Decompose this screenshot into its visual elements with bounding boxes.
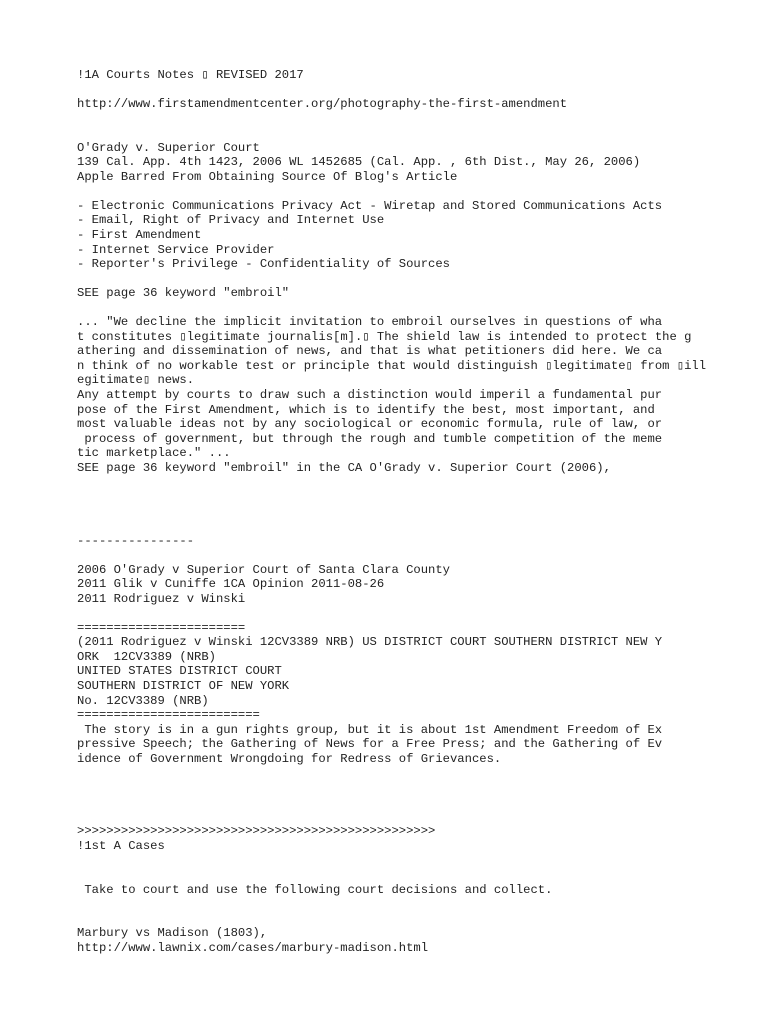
text-line: ... "We decline the implicit invitation to embroil ourselves in questions of wha [77, 315, 663, 330]
text-line: process of government, but through the rough and tumble competition of the meme [77, 431, 663, 446]
separator-line: ======================= [77, 620, 246, 635]
separator-line: ---------------- [77, 533, 195, 548]
blank-line [77, 83, 757, 98]
blank-line [77, 897, 757, 912]
text-line: SOUTHERN DISTRICT OF NEW YORK [77, 678, 290, 693]
blank-line [77, 184, 757, 199]
blank-line [77, 810, 757, 825]
text-line: 2011 Glik v Cuniffe 1CA Opinion 2011-08-26 [77, 577, 385, 592]
blank-line [77, 475, 757, 490]
blank-line [77, 490, 757, 505]
text-line: Take to court and use the following court decisions and collect. [77, 882, 553, 897]
text-line: No. 12CV3389 (NRB) [77, 693, 209, 708]
text-line: tic marketplace." ... [77, 446, 231, 461]
text-line: 2006 O'Grady v Superior Court of Santa Clara County [77, 562, 450, 577]
text-line: !1A Courts Notes ▯ REVISED 2017 [77, 68, 304, 82]
blank-line [77, 854, 757, 869]
text-line: Any attempt by courts to draw such a distinction would imperil a fundamental pur [77, 388, 663, 403]
blank-line [77, 272, 757, 287]
blank-line [77, 548, 757, 563]
text-line: pose of the First Amendment, which is to identify the best, most important, and [77, 402, 655, 417]
text-line: SEE page 36 keyword "embroil" [77, 286, 290, 301]
text-line: UNITED STATES DISTRICT COURT [77, 664, 282, 679]
text-line: athering and dissemination of news, and that is what petitioners did here. We ca [77, 344, 663, 359]
text-line: ORK 12CV3389 (NRB) [77, 649, 216, 664]
blank-line [77, 795, 757, 810]
blank-line [77, 766, 757, 781]
text-line: - Internet Service Provider [77, 242, 275, 257]
text-line: O'Grady v. Superior Court [77, 140, 260, 155]
text-line: The story is in a gun rights group, but it is about 1st Amendment Freedom of Ex [77, 722, 663, 737]
text-line: t constitutes ▯legitimate journalis[m].▯ The shield law is intended to protect the g [77, 329, 692, 344]
blank-line [77, 912, 757, 927]
text-line: 139 Cal. App. 4th 1423, 2006 WL 1452685 (Cal. App. , 6th Dist., May 26, 2006) [77, 155, 641, 170]
url-line: http://www.lawnix.com/cases/marbury-madison.html [77, 940, 429, 955]
text-line: - Reporter's Privilege - Confidentiality of Sources [77, 257, 450, 272]
text-line: - Electronic Communications Privacy Act - Wiretap and Stored Communications Acts [77, 198, 663, 213]
text-line: !1st A Cases [77, 838, 165, 853]
blank-line [77, 112, 757, 127]
text-line: - Email, Right of Privacy and Internet Use [77, 213, 385, 228]
text-line: (2011 Rodriguez v Winski 12CV3389 NRB) US DISTRICT COURT SOUTHERN DISTRICT NEW Y [77, 635, 663, 650]
text-line: n think of no workable test or principle that would distinguish ▯legitimate▯ from ▯ill [77, 358, 707, 373]
text-line: egitimate▯ news. [77, 373, 195, 388]
blank-line [77, 606, 757, 621]
text-line: pressive Speech; the Gathering of News for a Free Press; and the Gathering of Ev [77, 737, 663, 752]
blank-line [77, 519, 757, 534]
url-line: http://www.firstamendmentcenter.org/photography-the-first-amendment [77, 97, 568, 112]
text-line: most valuable ideas not by any sociological or economic formula, rule of law, or [77, 417, 663, 432]
blank-line [77, 126, 757, 141]
document-page [77, 68, 757, 955]
text-line: - First Amendment [77, 228, 202, 243]
text-line: Apple Barred From Obtaining Source Of Blog's Article [77, 169, 458, 184]
blank-line [77, 868, 757, 883]
blank-line [77, 504, 757, 519]
separator-line: ========================= [77, 708, 260, 723]
text-line: Marbury vs Madison (1803), [77, 926, 268, 941]
blank-line [77, 301, 757, 316]
blank-line [77, 781, 757, 796]
text-line: 2011 Rodriguez v Winski [77, 591, 246, 606]
text-line: SEE page 36 keyword "embroil" in the CA O'Grady v. Superior Court (2006), [77, 460, 611, 475]
text-line: idence of Government Wrongdoing for Redress of Grievances. [77, 751, 502, 766]
separator-line: >>>>>>>>>>>>>>>>>>>>>>>>>>>>>>>>>>>>>>>>>>>>>>>>> [77, 824, 436, 839]
